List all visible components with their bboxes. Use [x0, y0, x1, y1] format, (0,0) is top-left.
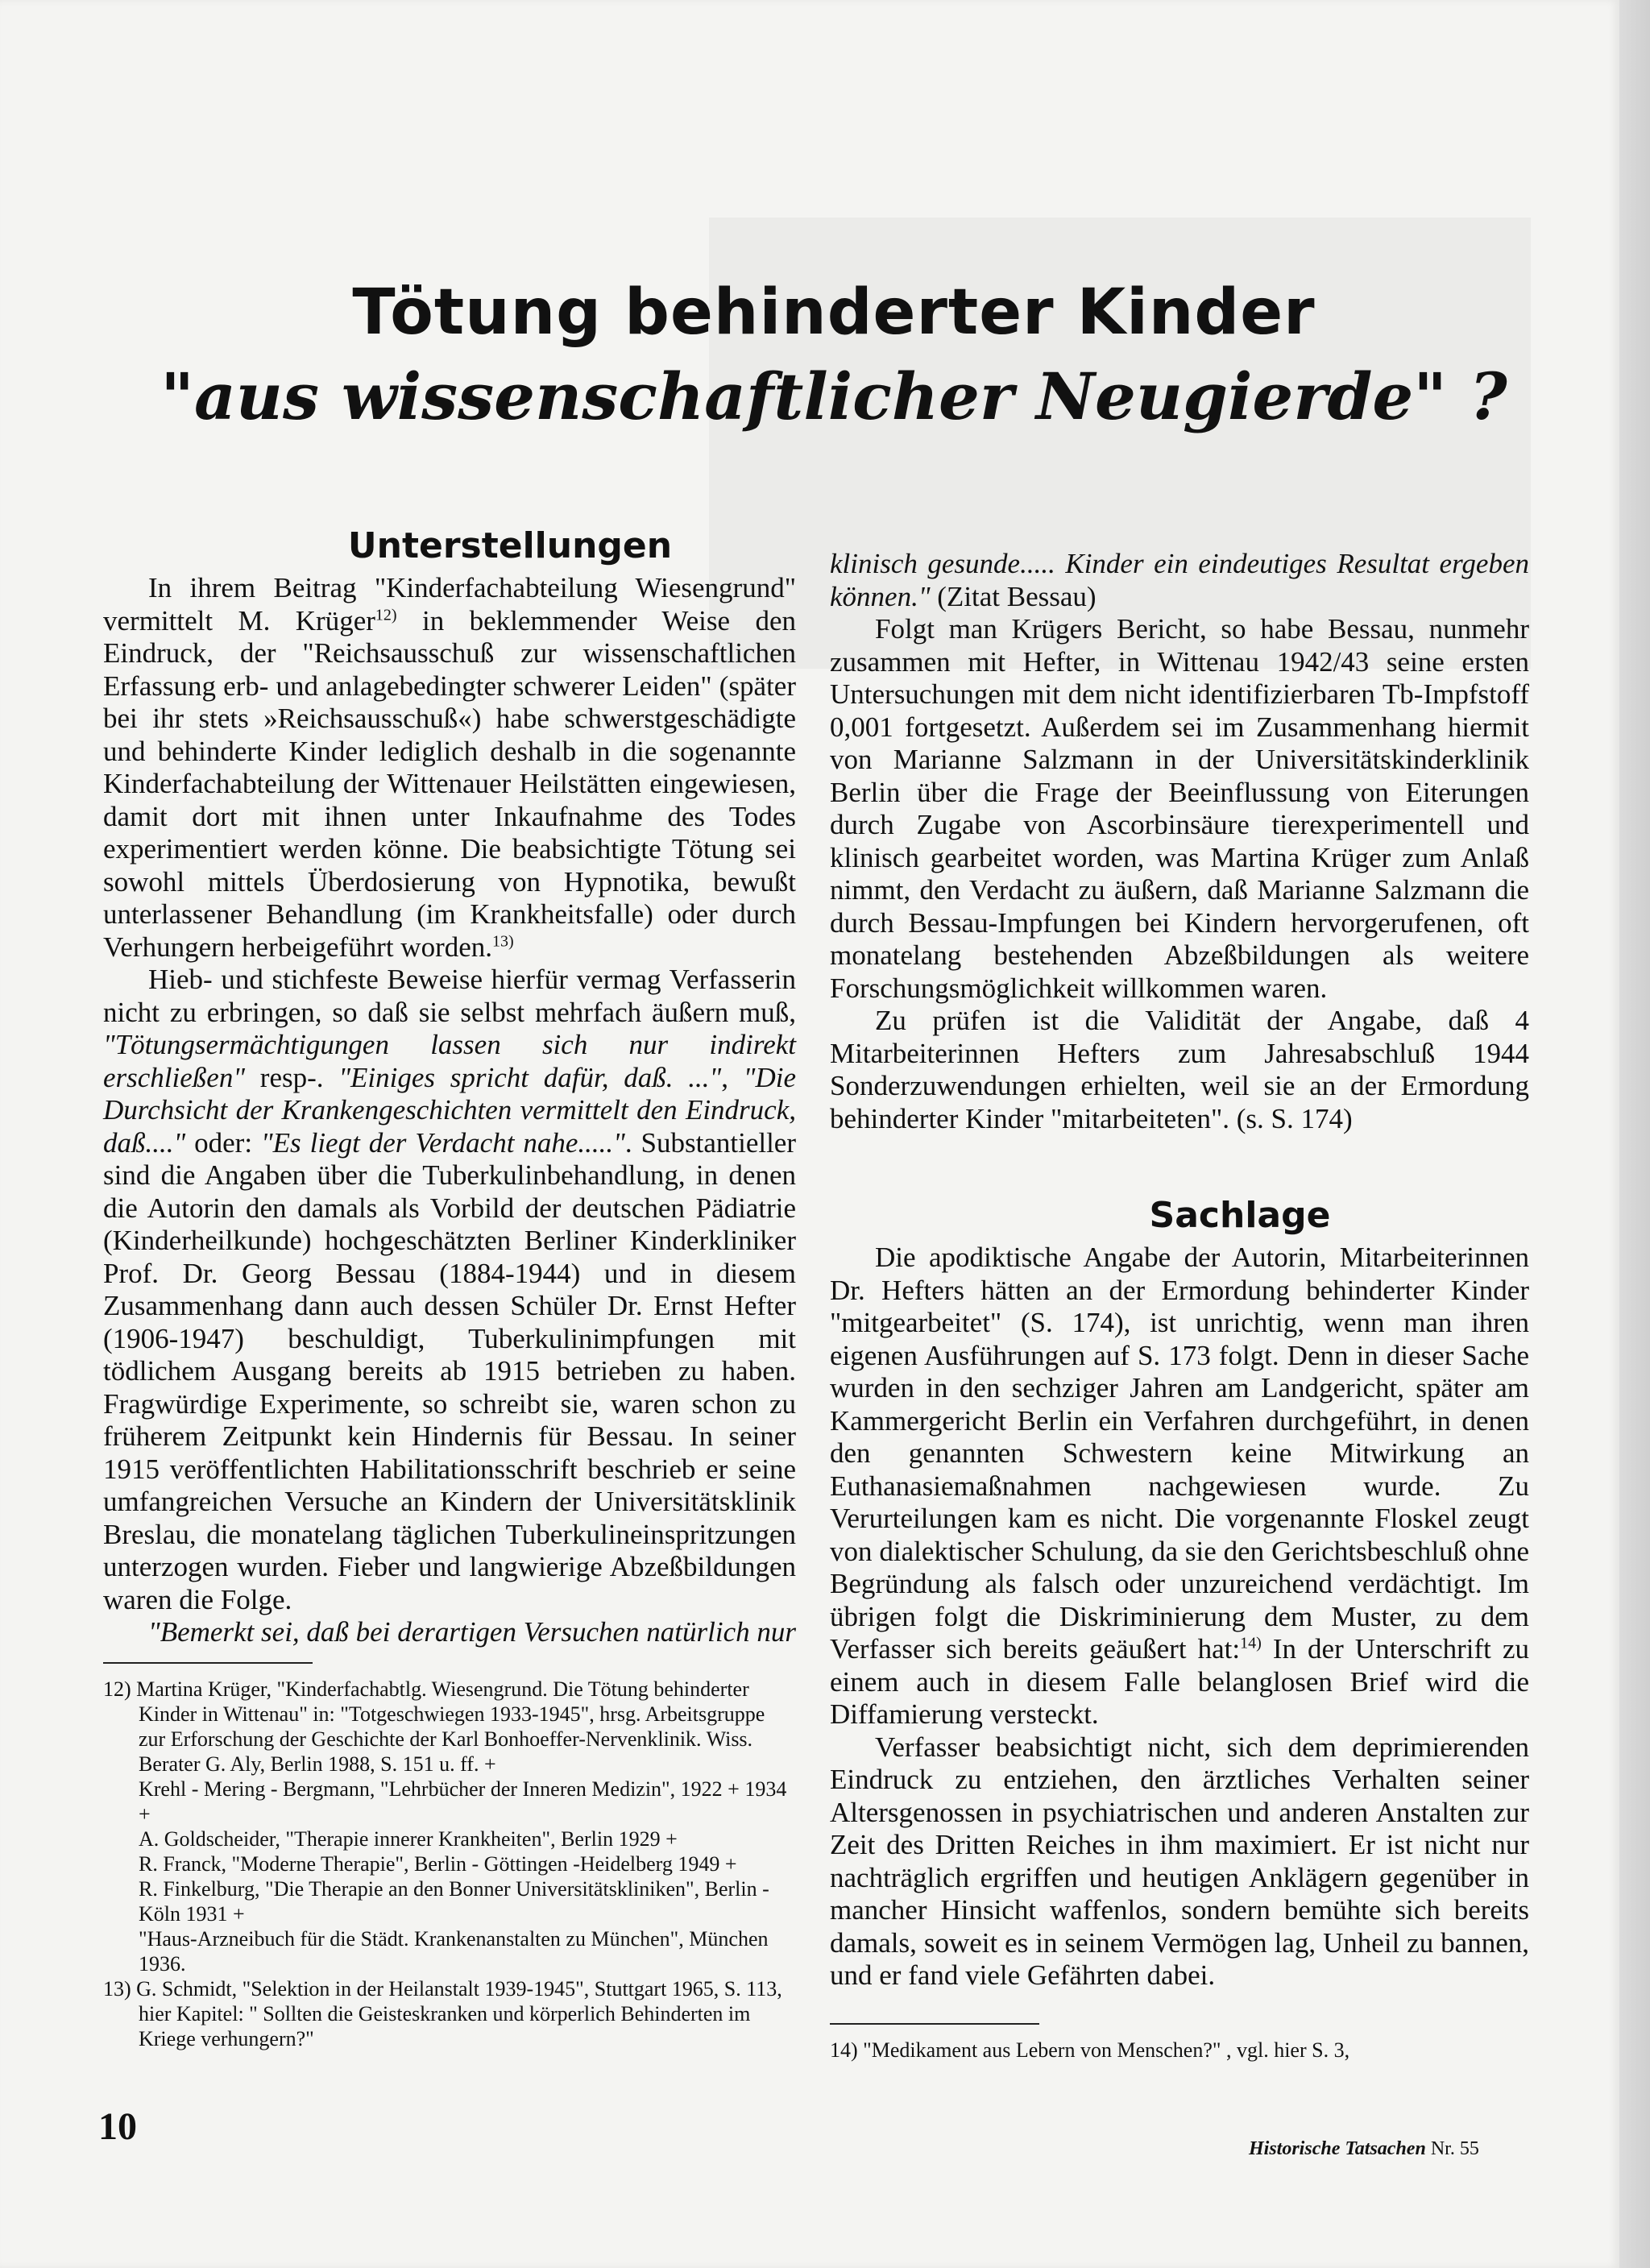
- paragraph: Zu prüfen ist die Validität der Angabe, daß 4 Mitarbeiterinnen Hefters zum Jahresabschluß 1944 Sonderzuwendungen erhielten, weil sie an der Ermordung behinderter Kinder "mitarbeiteten". (s. S. 174): [830, 1005, 1529, 1134]
- right-column: [830, 548, 1529, 2063]
- headline-line-2: "aus wissenschaftlicher Neugierde" ?: [160, 359, 1507, 434]
- journal-credit: [1249, 2138, 1479, 2160]
- paragraph: Die apodiktische Angabe der Autorin, Mitarbeiterinnen Dr. Hefters hätten an der Ermordung behinderter Kinder "mitgearbeitet" (S. 174), ist unrichtig, wenn man ihren eigenen Ausführungen auf S. 173 folgt. Denn in dieser Sache wurden in den sechziger Jahren am Landgericht, später am Kammergericht Berlin ein Verfahren durchgeführt, in denen den genannten Schwestern keine Mitwirkung an Euthanasiemaßnahmen nachgewiesen wurde. Zu Verurteilungen kam es nicht. Die vorgenannte Floskel zeugt von dialektischer Schulung, da sie den Gerichtsbeschluß ohne Begründung als falsch oder unzureichend verdächtigt. Im übrigen folgt die Diskriminierung dem Muster, zu dem Verfasser sich bereits geäußert hat:$^{14)}$ In der Unterschrift zu einem auch in diesem Falle belanglosen Brief wird die Diffamierung versteckt.: [830, 1242, 1529, 1730]
- footnote-12: 12) Martina Krüger, "Kinderfachabtlg. Wiesengrund. Die Tötung behinderter Kinder in Wittenau" in: "Totgeschwiegen 1933-1945", hrsg. Arbeitsgruppe zur Erforschung der Geschichte der Karl Bonhoeffer-Nervenklinik. Wiss. Berater G. Aly, Berlin 1988, S. 151 u. ff. +: [103, 1677, 765, 1776]
- left-column: [103, 524, 796, 2051]
- journal-name: Historische Tatsachen: [1249, 2138, 1426, 2159]
- page-edge: [1619, 0, 1650, 2268]
- paragraph: Folgt man Krügers Bericht, so habe Bessau, nunmehr zusammen mit Hefter, in Wittenau 1942/43 seine ersten Untersuchungen mit dem nicht identifizierbaren Tb-Impfstoff 0,001 fortgesetzt. Außerdem sei im Zusammenhang hiermit von Marianne Salzmann in der Universitätskinderklinik Berlin über die Frage der Beeinflussung von Eiterungen durch Zugabe von Ascorbinsäure tierexperimentell und klinisch gearbeitet worden, was Martina Krüger zum Anlaß nimmt, den Verdacht zu äußern, daß Marianne Salzmann die durch Bessau-Impfungen bei Kindern hervorgerufenen, oft monatelang bestehenden Abzeßbildungen als weitere Forschungsmöglichkeit willkommen waren.: [830, 613, 1529, 1004]
- footnote-12-ref: R. Finkelburg, "Die Therapie an den Bonner Universitätskliniken", Berlin - Köln 1931 +: [139, 1876, 769, 1926]
- footnote-12-ref: A. Goldscheider, "Therapie innerer Krankheiten", Berlin 1929 +: [139, 1826, 678, 1851]
- section-heading-sachlage: Sachlage: [1149, 1195, 1331, 1236]
- section-heading-unterstellungen: Unterstellungen: [347, 525, 673, 566]
- article-headline: [0, 274, 1619, 437]
- journal-issue: Nr. 55: [1425, 2138, 1479, 2159]
- paragraph: klinisch gesunde..... Kinder ein eindeutiges Resultat ergeben können." (Zitat Bessau): [830, 548, 1529, 612]
- paragraph: Hieb- und stichfeste Beweise hierfür vermag Verfasserin nicht zu erbringen, so daß sie selbst mehrfach äußern muß, "Tötungsermächtigungen lassen sich nur indirekt erschließen" resp-. "Einiges spricht dafür, daß. ...", "Die Durchsicht der Krankengeschichten vermittelt den Eindruck, daß...." oder: "Es liegt der Verdacht nahe.....". Substantieller sind die Angaben über die Tuberkulinbehandlung, in denen die Autorin den damals als Vorbild der deutschen Pädiatrie (Kinderheilkunde) hochgeschätzten Berliner Kinderkliniker Prof. Dr. Georg Bessau (1884-1944) und in diesem Zusammenhang dann auch dessen Schüler Dr. Ernst Hefter (1906-1947) beschuldigt, Tuberkulinimpfungen mit tödlichem Ausgang bereits ab 1915 betrieben zu haben. Fragwürdige Experimente, so schreibt sie, waren schon zu früherem Zeitpunkt kein Hindernis für Bessau. In seiner 1915 veröffentlichten Habilitationsschrift beschrieb er seine umfangreichen Versuche an Kindern der Universitätsklinik Breslau, die monatelang täglichen Tuberkulineinspritzungen unterzogen wurden. Fieber und langwierige Abzeßbildungen waren die Folge.: [103, 964, 797, 1615]
- footnote-12-ref: R. Franck, "Moderne Therapie", Berlin - Göttingen -Heidelberg 1949 +: [139, 1851, 737, 1876]
- footnote-12-ref: Krehl - Mering - Bergmann, "Lehrbücher der Inneren Medizin", 1922 + 1934 +: [139, 1777, 787, 1826]
- footnote-divider: [103, 1662, 313, 1664]
- paragraph: In ihrem Beitrag "Kinderfachabteilung Wiesengrund" vermittelt M. Krüger$^{12)}$ in beklemmender Weise den Eindruck, der "Reichsausschuß zur wissenschaftlichen Erfassung erb- und anlagebedingter schwerer Leiden" (später bei ihr stets »Reichsausschuß«) habe schwerstgeschädigte und behinderte Kinder lediglich deshalb in die sogenannte Kinderfachabteilung der Wittenauer Heilstätten eingewiesen, damit dort mit ihnen unter Inkaufnahme des Todes experimentiert werden könne. Die beabsichtigte Tötung sei sowohl mittels Überdosierung von Hypnotika, bewußt unterlassener Behandlung (im Krankheitsfalle) oder durch Verhungern herbeigeführt worden.$^{13)}$: [103, 572, 796, 963]
- footnote-ref: 14): [1240, 1634, 1262, 1652]
- footnote-divider: [830, 2023, 1039, 2025]
- footnotes: [103, 1677, 796, 2051]
- footnote-12-ref: "Haus-Arzneibuch für die Städt. Krankenanstalten zu München", München 1936.: [139, 1926, 769, 1976]
- footnote-14: 14) "Medikament aus Lebern von Menschen?" , vgl. hier S. 3,: [830, 2038, 1350, 2062]
- footnote-13: 13) G. Schmidt, "Selektion in der Heilanstalt 1939-1945", Stuttgart 1965, S. 113, hier Kapitel: " Sollten die Geisteskranken und körperlich Behinderten im Kriege verhungern?": [103, 1976, 782, 2050]
- headline-line-1: Tötung behinderter Kinder: [352, 276, 1316, 349]
- paragraph: Verfasser beabsichtigt nicht, sich dem deprimierenden Eindruck zu entziehen, den ärztliches Verhalten seiner Altersgenossen in psychiatrischen und anderen Anstalten zur Zeit des Dritten Reiches in ihm maximiert. Er ist nicht nur nachträglich ergriffen und heutigen Anklägern gegenüber in mancher Hinsicht waffenlos, sondern bemühte sich bereits damals, soweit es in seinem Vermögen lag, Unheil zu bannen, und er fand viele Gefährten dabei.: [830, 1731, 1529, 1991]
- quote-paragraph: "Bemerkt sei, daß bei derartigen Versuchen natürlich nur: [148, 1616, 796, 1648]
- footnote-ref: 12): [375, 605, 397, 624]
- page-number: 10: [98, 2105, 137, 2148]
- footnote-ref: 13): [492, 931, 514, 950]
